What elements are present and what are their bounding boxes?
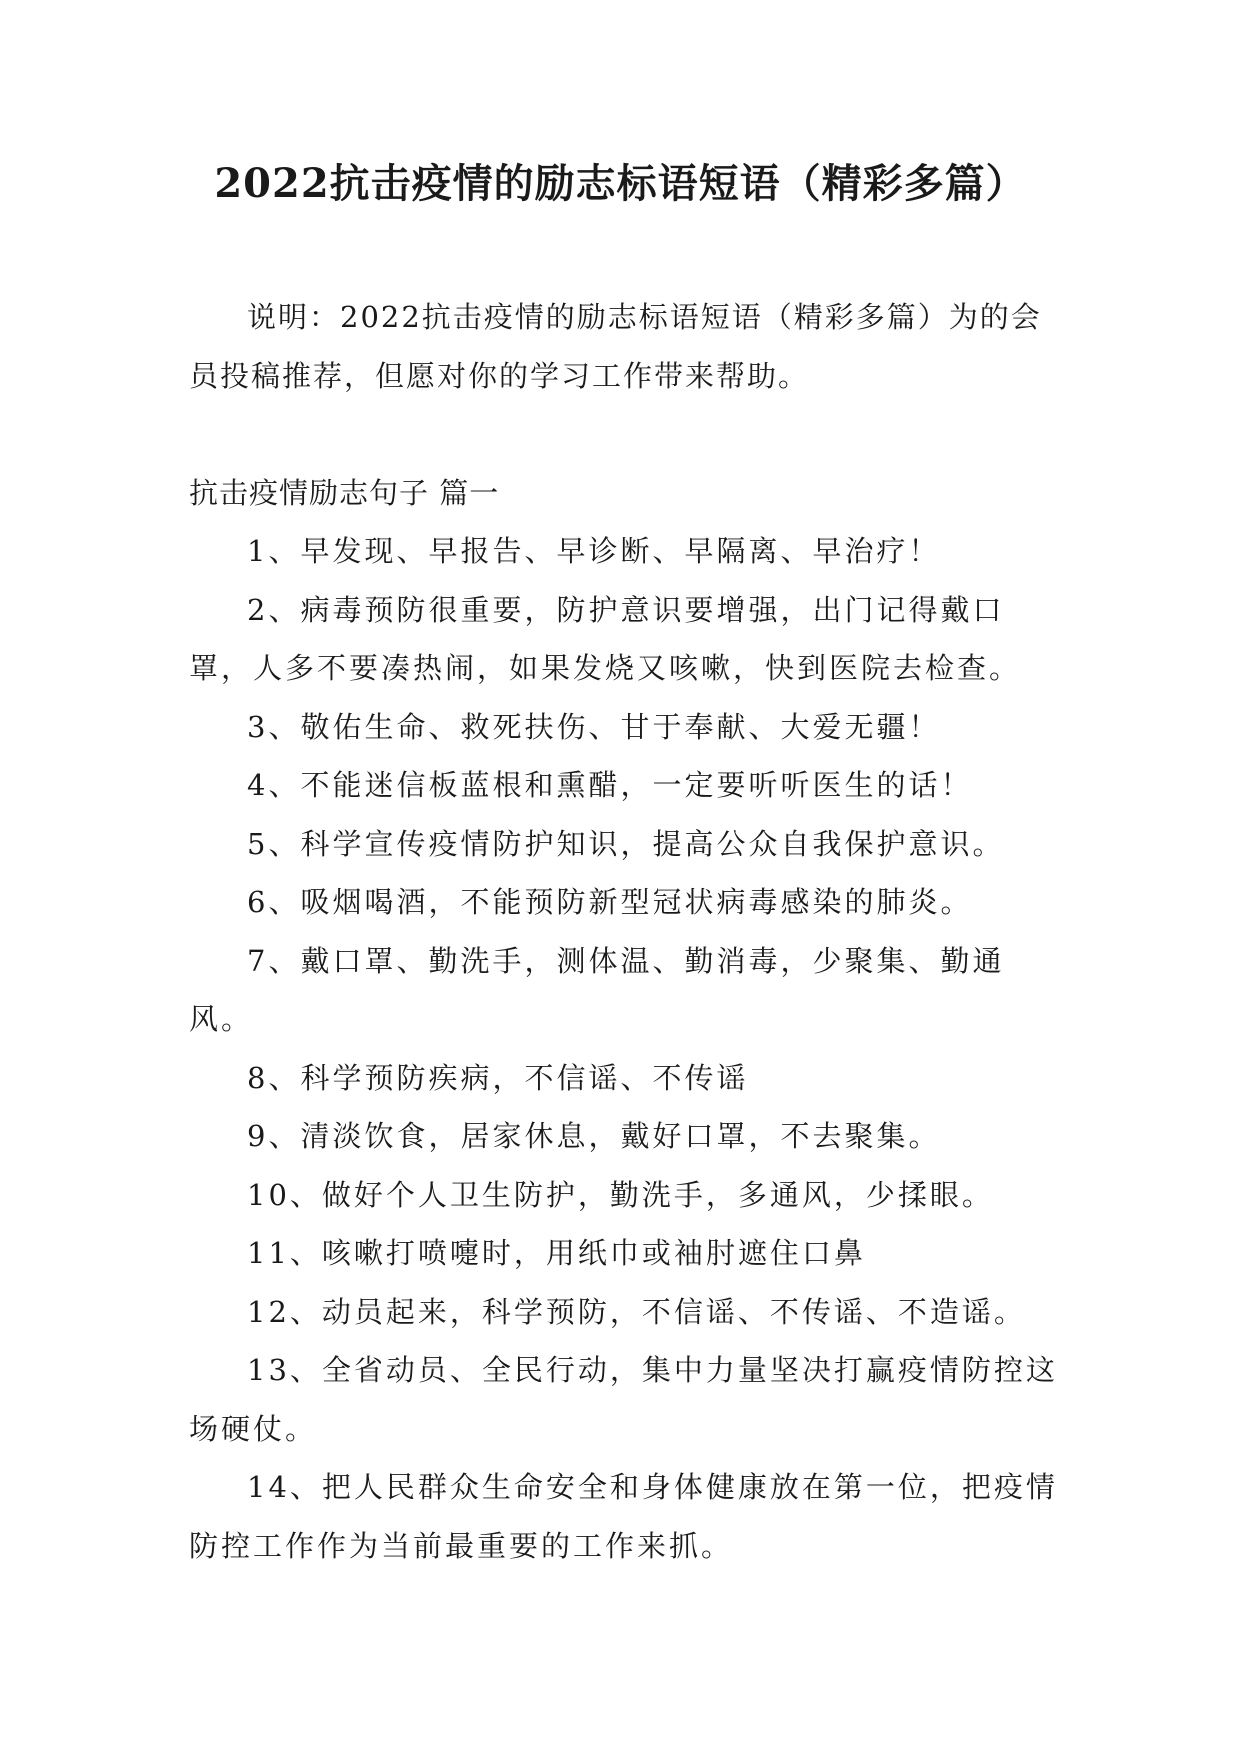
list-item: 7、戴口罩、勤洗手，测体温、勤消毒，少聚集、勤通风。 bbox=[189, 943, 1005, 1036]
section-heading: 抗击疫情励志句子 篇一 bbox=[189, 475, 500, 510]
paragraph-spacer bbox=[189, 405, 1059, 464]
list-item: 5、科学宣传疫情防护知识，提高公众自我保护意识。 bbox=[247, 826, 1005, 861]
list-item: 12、动员起来，科学预防，不信谣、不传谣、不造谣。 bbox=[247, 1294, 1026, 1329]
list-item: 6、吸烟喝酒，不能预防新型冠状病毒感染的肺炎。 bbox=[247, 885, 973, 919]
list-item: 8、科学预防疾病，不信谣、不传谣 bbox=[247, 1060, 749, 1095]
document-body bbox=[189, 288, 1059, 1575]
list-item: 10、做好个人卫生防护，勤洗手，多通风，少揉眼。 bbox=[247, 1177, 994, 1212]
list-item: 3、敬佑生命、救死扶伤、甘于奉献、大爱无疆！ bbox=[247, 709, 941, 744]
document-title: 2022抗击疫情的励志标语短语（精彩多篇） bbox=[214, 160, 1027, 207]
list-item: 14、把人民群众生命安全和身体健康放在第一位，把疫情防控工作作为当前最重要的工作来抓。 bbox=[189, 1470, 1058, 1563]
list-item: 2、病毒预防很重要，防护意识要增强，出门记得戴口罩，人多不要凑热闹，如果发烧又咳嗽，快到医院去检查。 bbox=[189, 592, 1022, 685]
intro-paragraph: 说明：2022抗击疫情的励志标语短语（精彩多篇）为的会员投稿推荐，但愿对你的学习工作带来帮助。 bbox=[189, 300, 1042, 393]
list-item: 4、不能迷信板蓝根和熏醋，一定要听听医生的话！ bbox=[247, 768, 973, 802]
list-item: 13、全省动员、全民行动，集中力量坚决打赢疫情防控这场硬仗。 bbox=[189, 1353, 1058, 1446]
list-item: 1、早发现、早报告、早诊断、早隔离、早治疗！ bbox=[247, 534, 941, 568]
list-item: 9、清淡饮食，居家休息，戴好口罩，不去聚集。 bbox=[247, 1119, 941, 1153]
list-item: 11、咳嗽打喷嚏时，用纸巾或袖肘遮住口鼻 bbox=[247, 1236, 866, 1270]
